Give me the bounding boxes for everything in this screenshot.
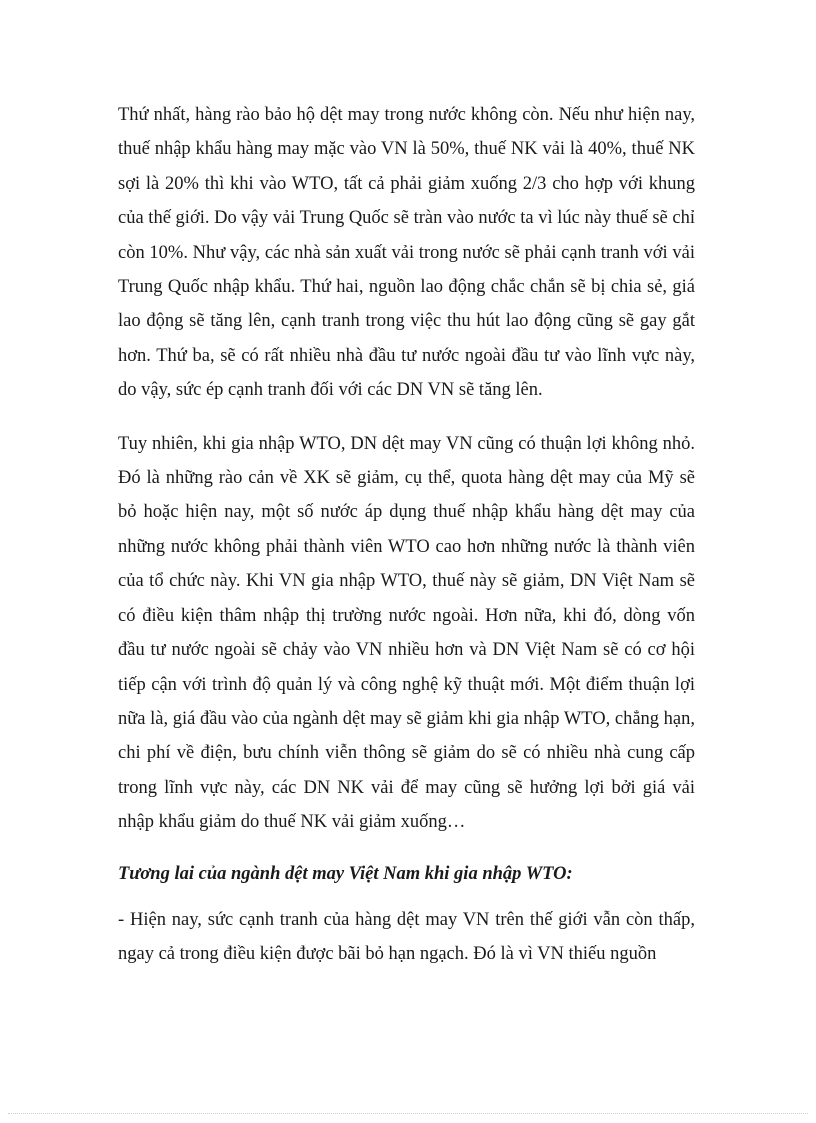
paragraph-challenges: Thứ nhất, hàng rào bảo hộ dệt may trong nước không còn. Nếu như hiện nay, thuế nhập khẩu hàng may mặc vào VN là 50%, thuế NK vải là 40%, thuế NK sợi là 20% thì khi vào WTO, tất cả phải giảm xuống 2/3 cho hợp với khung của thế giới. Do vậy vải Trung Quốc sẽ tràn vào nước ta vì lúc này thuế sẽ chỉ còn 10%. Như vậy, các nhà sản xuất vải trong nước sẽ phải cạnh tranh với vải Trung Quốc nhập khẩu. Thứ hai, nguồn lao động chắc chắn sẽ bị chia sẻ, giá lao động sẽ tăng lên, cạnh tranh trong việc thu hút lao động cũng sẽ gay gắt hơn. Thứ ba, sẽ có rất nhiều nhà đầu tư nước ngoài đầu tư vào lĩnh vực này, do vậy, sức ép cạnh tranh đối với các DN VN sẽ tăng lên. — [118, 105, 695, 401]
section-heading: Tương lai của ngành dệt may Việt Nam khi gia nhập WTO: — [118, 863, 573, 884]
paragraph-advantages: Tuy nhiên, khi gia nhập WTO, DN dệt may VN cũng có thuận lợi không nhỏ. Đó là những rào cản về XK sẽ giảm, cụ thể, quota hàng dệt may của Mỹ sẽ bỏ hoặc hiện nay, một số nước áp dụng thuế nhập khẩu hàng dệt may của những nước không phải thành viên WTO cao hơn những nước là thành viên của tổ chức này. Khi VN gia nhập WTO, thuế này sẽ giảm, DN Việt Nam sẽ có điều kiện thâm nhập thị trường nước ngoài. Hơn nữa, khi đó, dòng vốn đầu tư nước ngoài sẽ chảy vào VN nhiều hơn và DN Việt Nam sẽ có cơ hội tiếp cận với trình độ quản lý và công nghệ kỹ thuật mới. Một điểm thuận lợi nữa là, giá đầu vào của ngành dệt may sẽ giảm khi gia nhập WTO, chẳng hạn, chi phí về điện, bưu chính viễn thông sẽ giảm do sẽ có nhiều nhà cung cấp trong lĩnh vực này, các DN NK vải để may cũng sẽ hưởng lợi bởi giá vải nhập khẩu giảm do thuế NK vải giảm xuống… — [118, 433, 696, 833]
paragraph-bullet: - Hiện nay, sức cạnh tranh của hàng dệt may VN trên thế giới vẫn còn thấp, ngay cả trong điều kiện được bãi bỏ hạn ngạch. Đó là vì VN thiếu nguồn — [118, 909, 695, 964]
page-bottom-divider — [8, 1113, 808, 1114]
document-body — [118, 98, 695, 971]
